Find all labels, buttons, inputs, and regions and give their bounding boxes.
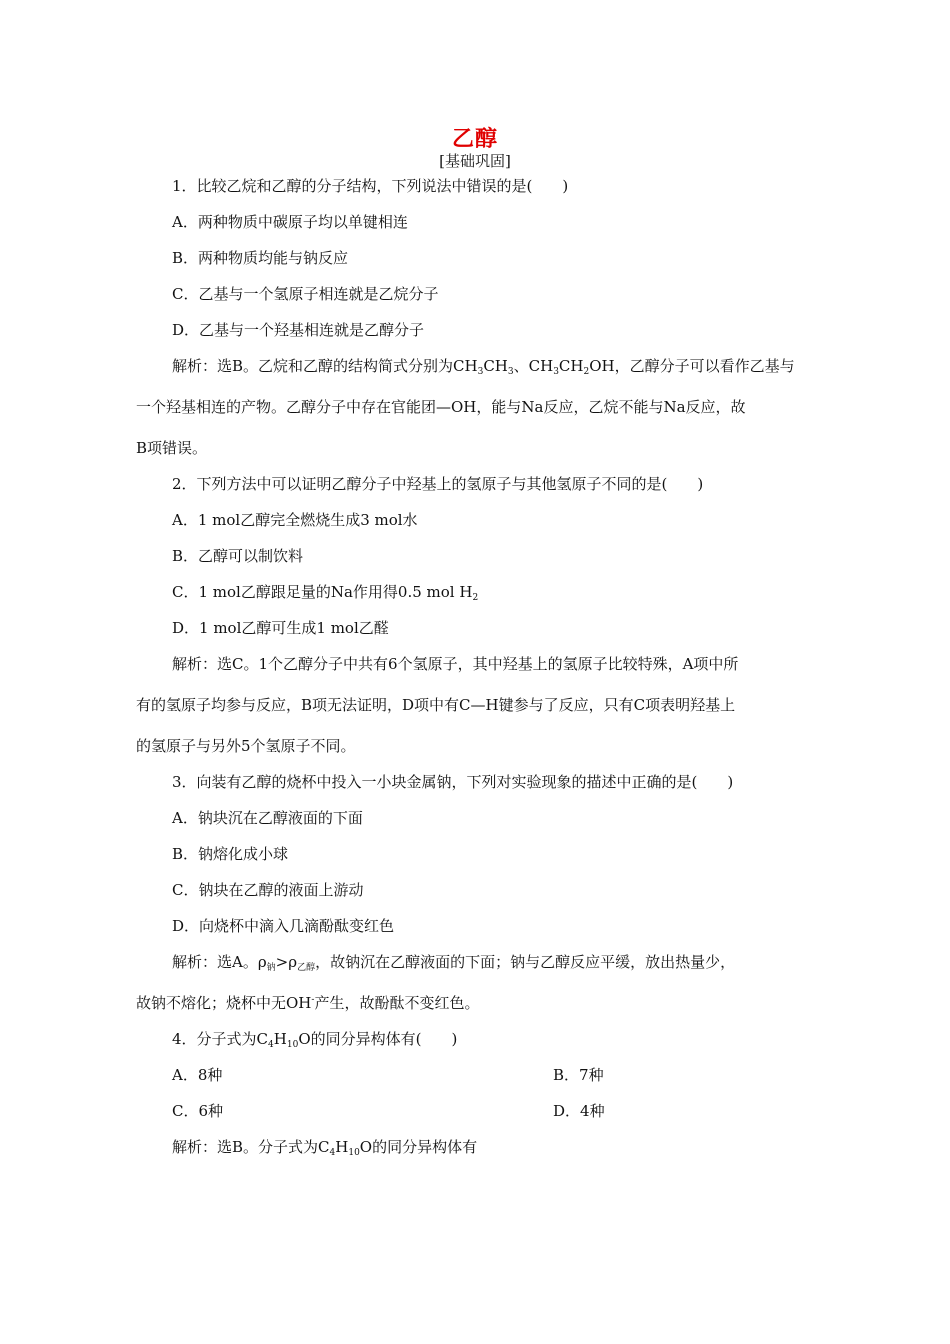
- q3-option-b: B．钠熔化成小球: [172, 845, 289, 863]
- page-title: 乙醇: [451, 126, 498, 152]
- q3-option-c: C．钠块在乙醇的液面上游动: [172, 881, 364, 899]
- q2-stem: 2．下列方法中可以证明乙醇分子中羟基上的氢原子与其他氢原子不同的是( ): [172, 475, 704, 493]
- q3-analysis-line-1: 解析：选A。$\rho_钠>\rho_{乙醇}$，故钠沉在乙醇液面的下面；钠与乙醇反应平缓，放出热量少，: [172, 953, 736, 973]
- q1-option-b: B．两种物质均能与钠反应: [172, 249, 349, 267]
- q2-option-b: B．乙醇可以制饮料: [172, 547, 304, 565]
- q3-option-d: D．向烧杯中滴入几滴酚酞变红色: [172, 917, 395, 935]
- q4-option-a: A．8种: [172, 1066, 223, 1084]
- q2-option-d: D．1 mol乙醇可生成1 mol乙醛: [172, 619, 389, 637]
- q1-option-d: D．乙基与一个羟基相连就是乙醇分子: [172, 321, 425, 339]
- q2-option-a: A．1 mol乙醇完全燃烧生成3 mol水: [172, 511, 418, 529]
- q1-option-c: C．乙基与一个氢原子相连就是乙烷分子: [172, 285, 439, 303]
- q1-option-a: A．两种物质中碳原子均以单键相连: [172, 213, 408, 231]
- q4-option-d: D．4种: [553, 1102, 605, 1120]
- section-label: [基础巩固]: [439, 152, 511, 170]
- q2-analysis-line-3: 的氢原子与另外5个氢原子不同。: [136, 737, 356, 755]
- q2-analysis-line-2: 有的氢原子均参与反应，B项无法证明，D项中有C—H键参与了反应，只有C项表明羟基上: [136, 696, 736, 714]
- q4-option-c: C．6种: [172, 1102, 224, 1120]
- q2-analysis-line-1: 解析：选C。1个乙醇分子中共有6个氢原子，其中羟基上的氢原子比较特殊，A项中所: [172, 655, 739, 673]
- q1-stem: 1．比较乙烷和乙醇的分子结构，下列说法中错误的是( ): [172, 177, 569, 195]
- q1-analysis-line-1: 解析：选B。乙烷和乙醇的结构简式分别为$CH_3CH_3$、$CH_3CH_2OH$，乙醇分子可以看作乙基与: [172, 357, 795, 377]
- q4-analysis-line-1: 解析：选B。分子式为$C_4H_{10}O$的同分异构体有: [172, 1138, 478, 1158]
- q3-stem: 3．向装有乙醇的烧杯中投入一小块金属钠，下列对实验现象的描述中正确的是( ): [172, 773, 734, 791]
- q1-analysis-line-3: B项错误。: [136, 439, 208, 457]
- q4-option-b: B．7种: [553, 1066, 604, 1084]
- q4-stem: 4．分子式为$C_4H_{10}O$的同分异构体有( ): [172, 1030, 458, 1050]
- q2-option-c: C．1 mol乙醇跟足量的Na作用得0.5 mol $H_2$: [172, 583, 479, 603]
- q3-analysis-line-2: 故钠不熔化；烧杯中无OH-产生，故酚酞不变红色。: [136, 994, 480, 1012]
- q3-option-a: A．钠块沉在乙醇液面的下面: [172, 809, 363, 827]
- q1-analysis-line-2: 一个羟基相连的产物。乙醇分子中存在官能团—OH，能与Na反应，乙烷不能与Na反应，故: [136, 398, 746, 416]
